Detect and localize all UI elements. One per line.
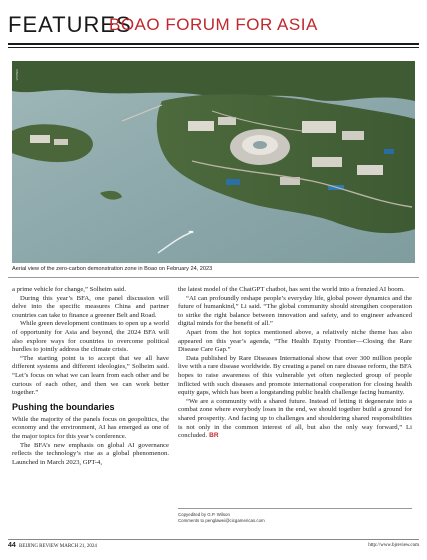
copyedit-contact: Comments to penglawei@cicgamericas.com xyxy=(178,518,265,523)
left-paragraph-6: The BFA’s new emphasis on global AI governance reflects the technology’s rise as a global phenomenon. Launched in March 2023, GPT-4, xyxy=(12,441,169,466)
right-paragraph-5 xyxy=(178,398,412,441)
photo-caption: Aerial view of the zero-carbon demonstration zone in Boao on February 24, 2023 xyxy=(12,266,213,272)
footer-rule xyxy=(8,539,419,540)
footer-issue xyxy=(8,542,97,549)
page-number: 44 xyxy=(8,542,16,549)
aerial-photo-illustration xyxy=(12,61,415,263)
footer-url[interactable]: http://www.bjreview.com xyxy=(368,543,419,548)
copyedit-rule xyxy=(178,508,412,509)
subhead: Pushing the boundaries xyxy=(12,401,115,412)
left-paragraph-2: During this year’s BFA, one panel discussion will delve into the specific measures China and partner countries can take to finance a greener Belt and Road. xyxy=(12,294,169,319)
right-column xyxy=(178,286,412,441)
issue-line: BEIJING REVIEW MARCH 21, 2024 xyxy=(19,544,97,549)
left-paragraph-4: “The starting point is to accept that we all have different systems and different ideologies,” Solheim said. “Let’s focus on what we can learn from each other and be curious of each other, and then we can work better together.” xyxy=(12,354,169,397)
left-column xyxy=(12,286,169,467)
right-paragraph-3: Apart from the hot topics mentioned above, a relatively niche theme has also appeared on this year’s agenda, “The Health Equity Frontier—Closing the Rare Disease Care Gap.” xyxy=(178,328,412,354)
section-title: BOAO FORUM FOR ASIA xyxy=(109,15,318,34)
page-header xyxy=(8,10,419,46)
caption-rule xyxy=(8,277,419,278)
right-paragraph-2: “AI can profoundly reshape people’s everyday life, global power dynamics and the future of humankind,” Li said. “The global community should strengthen cooperation to strike the right balance between innovation and safety, and to engineer advanced digital minds for the benefit of all.” xyxy=(178,294,412,328)
aerial-photo xyxy=(12,61,415,263)
left-paragraph-5: While the majority of the panels focus on geopolitics, the economy and the environment, AI has emerged as one of the major topics for this year’s conference. xyxy=(12,415,169,440)
features-kicker: FEATURES xyxy=(8,12,132,37)
left-paragraph-1: a prime vehicle for change,” Solheim said. xyxy=(12,286,127,293)
br-end-mark: BR xyxy=(209,432,219,440)
header-rule-thin xyxy=(8,47,419,48)
left-paragraph-3: While green development continues to open up a world of opportunity for Asia and beyond, the 2024 BFA will also explore ways for countries to overcome political hurdles to jointly address the climate crisis. xyxy=(12,320,169,354)
header-rule-thick xyxy=(8,43,419,45)
photo-credit: XINHUA xyxy=(15,69,19,81)
right-paragraph-1: the latest model of the ChatGPT chatbot, has sent the world into a frenzied AI boom. xyxy=(178,286,405,293)
right-paragraph-4: Data published by Rare Diseases International show that over 300 million people live with a rare disease worldwide. By creating a panel on rare disease reform, the BFA hopes to raise awareness of this vulnerable yet often neglected group of people inflicted with such diseases and promote international cooperation for closing health equity gaps, which has been a longstanding public health challenge facing humanity. xyxy=(178,354,412,397)
copyedit-note xyxy=(178,512,265,524)
closing-text: “We are a community with a shared future. Instead of letting it degenerate into a combat zone where everybody loses in the end, we should together build a ground for shared prosperity. And facing up to challenges and shouldering shared responsibilities is not only in the common interest of all, but also the only way forward,” Li concluded. xyxy=(178,397,412,440)
copyedit-editor: Copyedited by G.P. Wilson xyxy=(178,512,230,517)
